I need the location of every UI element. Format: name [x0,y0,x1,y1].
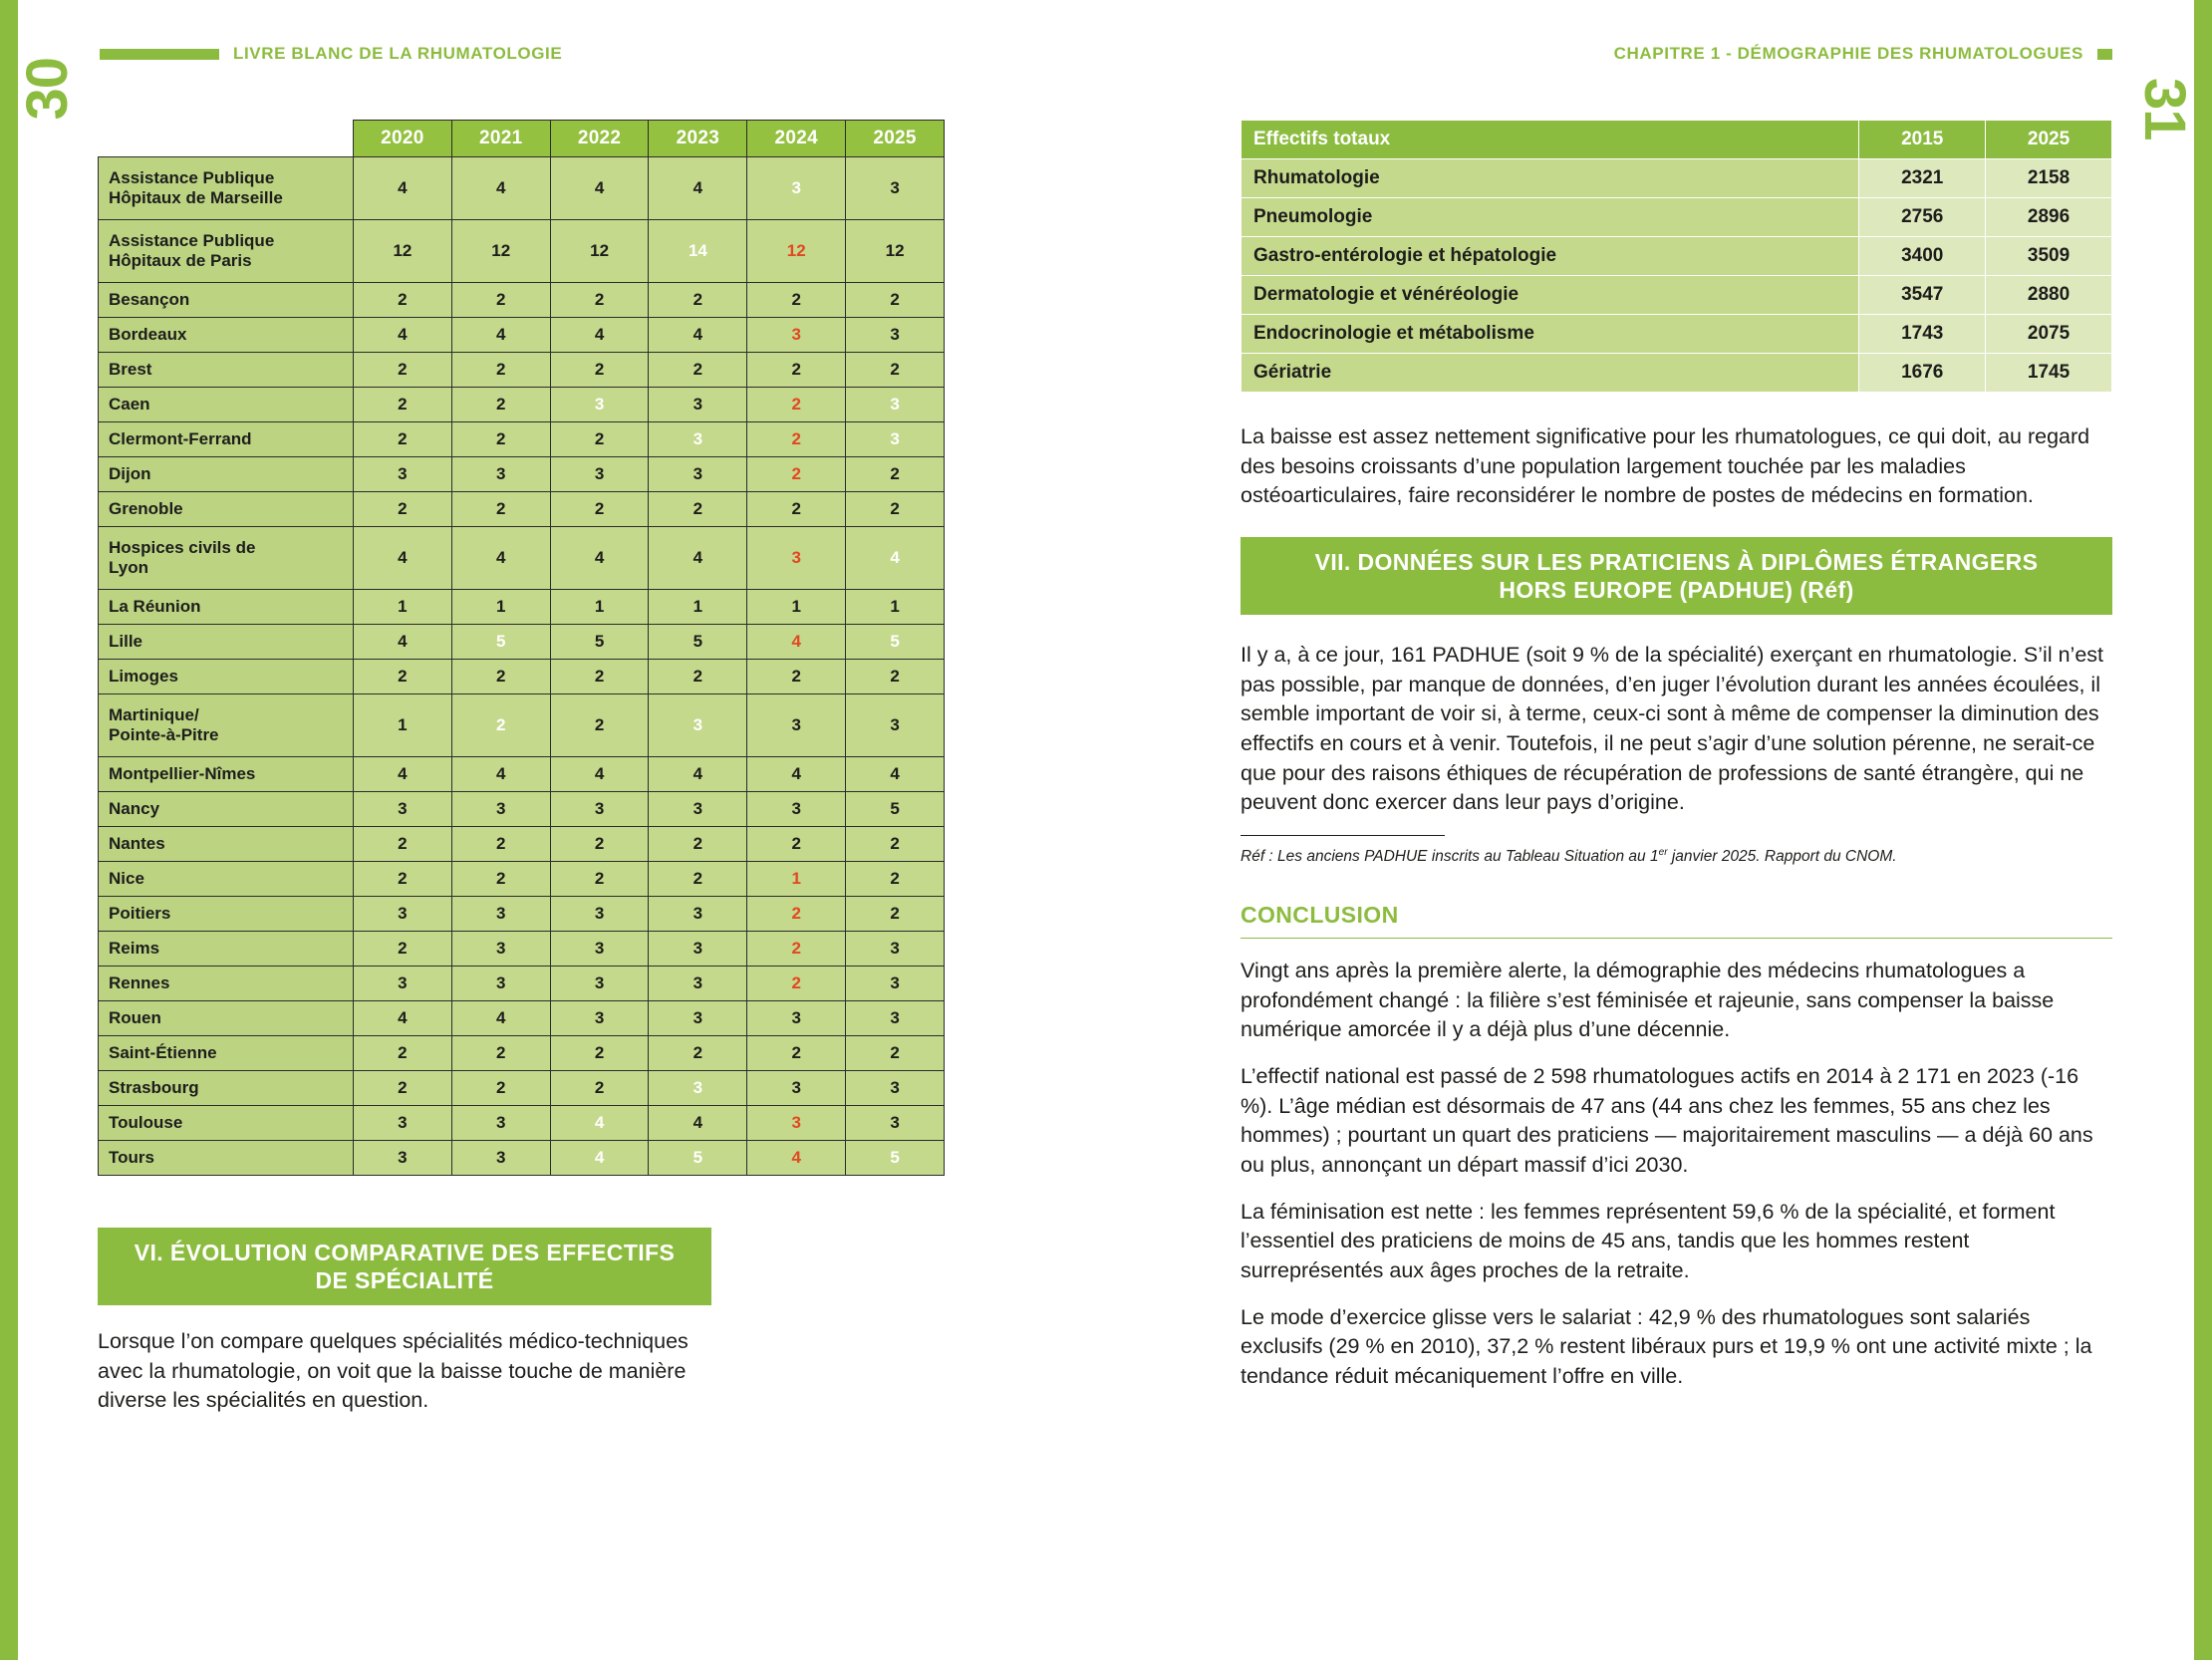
chu-cell-value: 2 [649,283,747,318]
chu-cell-value: 4 [550,757,649,792]
chu-cell-value: 2 [550,827,649,862]
chu-cell-value: 3 [846,1106,945,1141]
chu-cell-value: 3 [354,1141,452,1176]
effectifs-cell-2025: 2880 [1986,276,2112,315]
section-vi-text: Lorsque l’on compare quelques spécialités médico-techniques avec la rhumatologie, on voit que la baisse touche de manière diverse les spécialités en question. [98,1329,689,1413]
chu-cell-value: 2 [846,660,945,694]
chu-row-label: Brest [99,353,354,388]
chu-cell-value: 12 [354,220,452,283]
running-head-left [100,44,562,64]
effectifs-table-head [1242,121,2112,159]
chu-cell-value: 3 [451,1106,550,1141]
chu-cell-value: 5 [649,625,747,660]
chu-column-header-2023: 2023 [649,121,747,157]
chu-table-body [99,157,945,1176]
chu-cell-value: 4 [846,527,945,590]
table-row [99,1106,945,1141]
reference-post: janvier 2025. Rapport du CNOM. [1667,848,1897,866]
table-row [99,897,945,932]
table-row [99,388,945,422]
chu-cell-value: 2 [846,862,945,897]
chu-cell-value: 4 [649,757,747,792]
table-row [99,625,945,660]
chu-cell-value: 2 [550,660,649,694]
chu-cell-value: 3 [649,694,747,757]
chu-cell-value: 2 [747,932,846,967]
chu-cell-value: 3 [846,1071,945,1106]
runhead-dash-icon [2097,49,2112,60]
chu-cell-value: 2 [550,1036,649,1071]
folio-right: 31 [2132,78,2197,140]
table-row [99,660,945,694]
chu-cell-value: 5 [451,625,550,660]
chu-cell-value: 2 [747,897,846,932]
chu-cell-value: 4 [846,757,945,792]
chu-cell-value: 2 [354,932,452,967]
chu-cell-value: 4 [550,318,649,353]
running-head-right [1614,44,2112,64]
section-vi-paragraph [98,1327,695,1416]
table-row [99,492,945,527]
chu-cell-value: 4 [649,1106,747,1141]
chu-cell-value: 2 [354,422,452,457]
effectifs-cell-2015: 1743 [1859,315,1986,354]
chu-cell-value: 3 [747,792,846,827]
chu-cell-value: 3 [846,967,945,1001]
chu-cell-value: 3 [354,792,452,827]
chu-cell-value: 3 [550,1001,649,1036]
chu-cell-value: 14 [649,220,747,283]
chu-cell-value: 2 [649,862,747,897]
chu-cell-value: 1 [550,590,649,625]
chu-cell-value: 2 [354,353,452,388]
chu-row-label: Strasbourg [99,1071,354,1106]
chu-cell-value: 4 [354,1001,452,1036]
chu-cell-value: 4 [649,527,747,590]
chu-cell-value: 2 [451,422,550,457]
chu-cell-value: 3 [846,932,945,967]
chu-cell-value: 4 [451,527,550,590]
chu-cell-value: 3 [649,897,747,932]
chu-cell-value: 2 [550,862,649,897]
spacer [98,1176,994,1228]
chu-row-label: Assistance Publique Hôpitaux de Marseille [99,157,354,220]
chu-row-label: Nice [99,862,354,897]
right-page-content [1241,120,2112,1409]
effectifs-row-label: Gastro-entérologie et hépatologie [1242,237,1859,276]
chu-cell-value: 3 [649,1001,747,1036]
chu-cell-value: 2 [747,457,846,492]
table-row [99,283,945,318]
left-page-content [98,120,994,1433]
conclusion-heading: CONCLUSION [1241,902,1399,929]
effectifs-cell-2015: 3400 [1859,237,1986,276]
effectifs-column-header-2015: 2015 [1859,121,1986,159]
effectifs-table [1241,120,2112,393]
chu-cell-value: 1 [649,590,747,625]
chu-header-blank [99,121,354,157]
chu-cell-value: 2 [354,827,452,862]
chu-cell-value: 2 [846,457,945,492]
chu-cell-value: 4 [649,157,747,220]
chu-row-label: Assistance Publique Hôpitaux de Paris [99,220,354,283]
chu-cell-value: 3 [846,694,945,757]
chu-column-header-2025: 2025 [846,121,945,157]
chu-cell-value: 2 [649,492,747,527]
chu-cell-value: 2 [354,1071,452,1106]
chu-cell-value: 4 [451,757,550,792]
chu-cell-value: 4 [550,527,649,590]
chu-cell-value: 2 [354,283,452,318]
table-row [99,318,945,353]
chu-cell-value: 4 [649,318,747,353]
table-row [99,792,945,827]
chu-cell-value: 3 [649,792,747,827]
table-row [99,422,945,457]
left-edge-bar [0,0,18,1660]
table-row [99,1001,945,1036]
chu-cell-value: 2 [451,827,550,862]
chu-cell-value: 4 [747,625,846,660]
chu-cell-value: 2 [846,283,945,318]
chu-cell-value: 2 [649,353,747,388]
chu-cell-value: 12 [451,220,550,283]
chu-cell-value: 3 [846,388,945,422]
chu-cell-value: 3 [550,457,649,492]
chu-cell-value: 2 [846,827,945,862]
chu-cell-value: 2 [550,353,649,388]
chu-row-label: Limoges [99,660,354,694]
chu-cell-value: 2 [649,660,747,694]
chu-row-label: Clermont-Ferrand [99,422,354,457]
chu-column-header-2024: 2024 [747,121,846,157]
chu-row-label: Saint-Étienne [99,1036,354,1071]
effectifs-cell-2015: 3547 [1859,276,1986,315]
chu-cell-value: 3 [747,694,846,757]
chu-cell-value: 12 [747,220,846,283]
chu-cell-value: 3 [550,932,649,967]
chu-header-row [99,121,945,157]
chu-row-label: Grenoble [99,492,354,527]
chu-row-label: Rennes [99,967,354,1001]
chu-cell-value: 5 [846,625,945,660]
conclusion-paragraph: La féminisation est nette : les femmes représentent 59,6 % de la spécialité, et forment l’essentiel des praticiens de moins de 45 ans, tandis que les hommes restent surreprésentés aux âges proches de la retraite. [1241,1199,2056,1282]
effectifs-table-body [1242,159,2112,393]
right-intro-text: La baisse est assez nettement significative pour les rhumatologues, ce qui doit, au regard des besoins croissants d’une population largement touchée par les maladies ostéoarticulaires, faire reconsidérer le nombre de postes de médecins en formation. [1241,424,2090,508]
chu-cell-value: 3 [451,897,550,932]
chu-column-header-2022: 2022 [550,121,649,157]
reference-pre: Réf : Les anciens PADHUE inscrits au Tableau Situation au 1 [1241,848,1659,866]
chu-row-label: Caen [99,388,354,422]
table-row [99,353,945,388]
chu-row-label: Toulouse [99,1106,354,1141]
effectifs-cell-2015: 2321 [1859,159,1986,198]
chu-cell-value: 2 [747,353,846,388]
chu-row-label: Nantes [99,827,354,862]
chu-cell-value: 3 [649,932,747,967]
conclusion-body [1241,957,2112,1392]
right-intro-paragraph [1241,422,2112,511]
chu-cell-value: 2 [354,660,452,694]
chu-column-header-2021: 2021 [451,121,550,157]
table-row [1242,159,2112,198]
reference-rule [1241,835,1445,836]
chu-cell-value: 3 [550,897,649,932]
chu-cell-value: 3 [354,967,452,1001]
section-vii-title-line1: VII. DONNÉES SUR LES PRATICIENS À DIPLÔMES ÉTRANGERS [1314,548,2039,575]
chu-cell-value: 4 [354,625,452,660]
table-row [99,862,945,897]
effectifs-column-header-label: Effectifs totaux [1242,121,1859,159]
effectifs-cell-2015: 1676 [1859,354,1986,393]
chu-cell-value: 4 [354,157,452,220]
chu-cell-value: 3 [649,1071,747,1106]
runhead-dash-icon [100,49,219,60]
chu-table-head [99,121,945,157]
chu-cell-value: 3 [550,792,649,827]
chu-cell-value: 5 [846,1141,945,1176]
table-row [1242,276,2112,315]
chu-cell-value: 3 [550,967,649,1001]
chu-cell-value: 2 [550,1071,649,1106]
chu-row-label: Reims [99,932,354,967]
effectifs-cell-2015: 2756 [1859,198,1986,237]
chu-cell-value: 1 [846,590,945,625]
chu-cell-value: 3 [747,1106,846,1141]
chu-cell-value: 2 [550,492,649,527]
folio-left: 30 [15,58,80,121]
chu-cell-value: 5 [846,792,945,827]
chu-cell-value: 3 [747,157,846,220]
chu-row-label: Lille [99,625,354,660]
chu-cell-value: 3 [451,967,550,1001]
chu-row-label: Montpellier-Nîmes [99,757,354,792]
chu-cell-value: 3 [550,388,649,422]
right-edge-bar [2194,0,2212,1660]
chu-cell-value: 3 [846,318,945,353]
chu-row-label: Hospices civils de Lyon [99,527,354,590]
chu-column-header-2020: 2020 [354,121,452,157]
chu-cell-value: 2 [846,353,945,388]
section-vii-heading [1241,537,2112,615]
chu-cell-value: 2 [451,862,550,897]
chu-cell-value: 3 [747,527,846,590]
chu-cell-value: 2 [846,492,945,527]
chu-cell-value: 2 [451,492,550,527]
chu-cell-value: 3 [649,967,747,1001]
chu-cell-value: 4 [550,157,649,220]
effectifs-column-header-2025: 2025 [1986,121,2112,159]
table-row [99,827,945,862]
conclusion-paragraph: Le mode d’exercice glisse vers le salariat : 42,9 % des rhumatologues sont salariés exclusifs (29 % en 2010), 37,2 % restent libéraux purs et 19,9 % ont une activité mixte ; la tendance réduit mécaniquement l’offre en ville. [1241,1304,2092,1388]
chu-cell-value: 4 [550,1106,649,1141]
section-vii-text: Il y a, à ce jour, 161 PADHUE (soit 9 % de la spécialité) exerçant en rhumatologie. S’il n’est pas possible, par manque de données, d’en juger l’évolution durant les années écoulées, il semble important de voir si, à terme, ceux-ci sont à même de compenser la diminution des effectifs en cours et à venir. Toutefois, il ne peut s’agir d’une solution pérenne, ne serait-ce que pour des raisons éthiques de récupération de professions de santé étrangère, qui ne peuvent donc exercer dans leur pays d’origine. [1241,643,2103,815]
running-head-right-label: CHAPITRE 1 - DÉMOGRAPHIE DES RHUMATOLOGUES [1613,44,2083,63]
chu-cell-value: 2 [354,1036,452,1071]
chu-cell-value: 3 [747,1071,846,1106]
table-row [99,694,945,757]
section-vii-paragraph [1241,641,2112,818]
chu-cell-value: 2 [451,660,550,694]
chu-cell-value: 2 [747,1036,846,1071]
table-row [99,220,945,283]
chu-row-label: Nancy [99,792,354,827]
chu-cell-value: 3 [747,318,846,353]
chu-cell-value: 2 [451,388,550,422]
section-vii-title-line2: HORS EUROPE (PADHUE) (Réf) [1499,577,1854,604]
chu-cell-value: 3 [354,1106,452,1141]
chu-cell-value: 2 [550,283,649,318]
conclusion-paragraph: Vingt ans après la première alerte, la démographie des médecins rhumatologues a profondément changé : la filière s’est féminisée et rajeunie, sans compenser la baisse numérique amorcée il y a déjà plus d’une décennie. [1241,959,2055,1042]
effectifs-row-label: Rhumatologie [1242,159,1859,198]
chu-cell-value: 2 [747,422,846,457]
chu-cell-value: 3 [846,1001,945,1036]
effectifs-cell-2025: 2896 [1986,198,2112,237]
chu-cell-value: 12 [846,220,945,283]
effectifs-row-label: Endocrinologie et métabolisme [1242,315,1859,354]
chu-cell-value: 3 [354,457,452,492]
table-row [1242,315,2112,354]
chu-evolution-table [98,120,945,1176]
running-head-left-label: LIVRE BLANC DE LA RHUMATOLOGIE [233,44,563,63]
chu-cell-value: 3 [649,457,747,492]
chu-cell-value: 3 [649,422,747,457]
chu-cell-value: 2 [747,827,846,862]
chu-cell-value: 3 [354,897,452,932]
chu-cell-value: 4 [451,1001,550,1036]
chu-cell-value: 4 [747,1141,846,1176]
chu-cell-value: 4 [451,157,550,220]
chu-row-label: Martinique/ Pointe-à-Pitre [99,694,354,757]
table-row [99,457,945,492]
chu-cell-value: 1 [451,590,550,625]
chu-cell-value: 1 [354,590,452,625]
chu-cell-value: 4 [354,318,452,353]
chu-cell-value: 5 [550,625,649,660]
chu-cell-value: 2 [747,492,846,527]
chu-row-label: Rouen [99,1001,354,1036]
chu-cell-value: 2 [451,1036,550,1071]
effectifs-cell-2025: 2075 [1986,315,2112,354]
chu-cell-value: 4 [747,757,846,792]
conclusion-paragraph: L’effectif national est passé de 2 598 rhumatologues actifs en 2014 à 2 171 en 2023 (-16 %). L’âge médian est désormais de 47 ans (44 ans chez les femmes, 55 ans chez les hommes) ; pourtant un quart des praticiens — majoritairement masculins — a déjà 60 ans ou plus, annonçant un départ massif d’ici 2030. [1241,1064,2093,1178]
chu-row-label: Besançon [99,283,354,318]
chu-cell-value: 5 [649,1141,747,1176]
table-row [99,157,945,220]
chu-cell-value: 2 [354,388,452,422]
chu-cell-value: 2 [451,1071,550,1106]
chu-cell-value: 4 [354,757,452,792]
effectifs-row-label: Dermatologie et vénéréologie [1242,276,1859,315]
chu-row-label: Bordeaux [99,318,354,353]
chu-cell-value: 1 [747,862,846,897]
chu-cell-value: 3 [846,422,945,457]
chu-cell-value: 2 [649,827,747,862]
table-row [99,527,945,590]
chu-cell-value: 1 [747,590,846,625]
chu-cell-value: 2 [354,862,452,897]
chu-row-label: La Réunion [99,590,354,625]
chu-cell-value: 3 [649,388,747,422]
effectifs-header-row [1242,121,2112,159]
table-row [99,1141,945,1176]
chu-cell-value: 2 [747,660,846,694]
table-row [99,1071,945,1106]
chu-cell-value: 4 [550,1141,649,1176]
chu-cell-value: 2 [550,422,649,457]
chu-cell-value: 3 [451,932,550,967]
reference-superscript: er [1658,847,1668,858]
table-row [99,757,945,792]
chu-cell-value: 3 [747,1001,846,1036]
chu-cell-value: 2 [550,694,649,757]
chu-cell-value: 2 [649,1036,747,1071]
conclusion-rule [1241,938,2112,939]
chu-cell-value: 4 [451,318,550,353]
section-vii-reference [1241,846,2112,868]
chu-cell-value: 3 [846,157,945,220]
chu-row-label: Dijon [99,457,354,492]
chu-cell-value: 2 [747,283,846,318]
effectifs-row-label: Gériatrie [1242,354,1859,393]
table-row [99,590,945,625]
effectifs-cell-2025: 1745 [1986,354,2112,393]
effectifs-cell-2025: 3509 [1986,237,2112,276]
effectifs-row-label: Pneumologie [1242,198,1859,237]
chu-cell-value: 3 [451,457,550,492]
chu-cell-value: 2 [451,353,550,388]
chu-cell-value: 2 [354,492,452,527]
chu-cell-value: 2 [846,897,945,932]
chu-row-label: Poitiers [99,897,354,932]
chu-cell-value: 2 [451,694,550,757]
chu-cell-value: 3 [451,792,550,827]
table-row [99,967,945,1001]
table-row [1242,237,2112,276]
table-row [99,1036,945,1071]
chu-cell-value: 1 [354,694,452,757]
chu-cell-value: 2 [451,283,550,318]
chu-cell-value: 12 [550,220,649,283]
chu-cell-value: 3 [451,1141,550,1176]
section-vi-heading: VI. ÉVOLUTION COMPARATIVE DES EFFECTIFS DE SPÉCIALITÉ [98,1228,711,1305]
chu-cell-value: 2 [846,1036,945,1071]
chu-cell-value: 4 [354,527,452,590]
chu-cell-value: 2 [747,388,846,422]
table-row [1242,198,2112,237]
table-row [1242,354,2112,393]
chu-cell-value: 2 [747,967,846,1001]
chu-row-label: Tours [99,1141,354,1176]
table-row [99,932,945,967]
effectifs-cell-2025: 2158 [1986,159,2112,198]
